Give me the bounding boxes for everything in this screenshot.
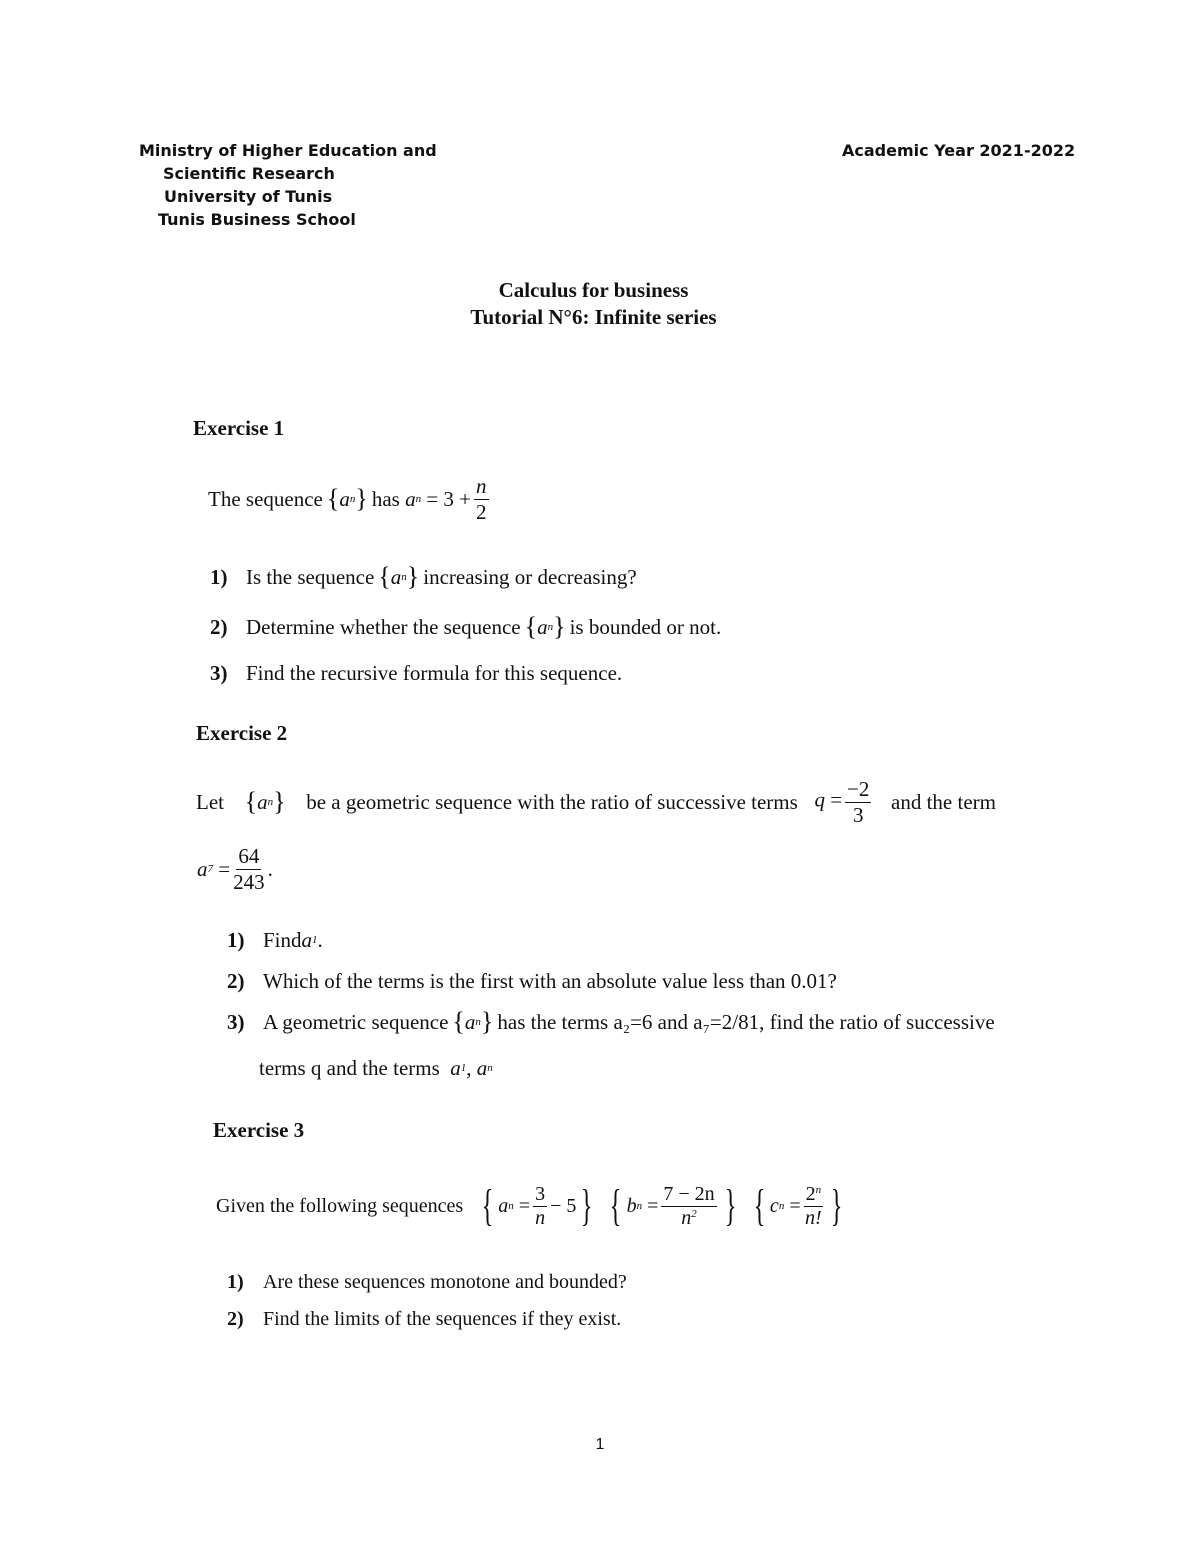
intro-prefix: The sequence bbox=[208, 486, 323, 511]
exercise-1-question-3: 3) Find the recursive formula for this sequence. bbox=[210, 660, 623, 685]
tutorial-title: Tutorial N°6: Infinite series bbox=[470, 305, 717, 329]
institution-line-3: University of Tunis bbox=[164, 187, 333, 206]
exercise-2-question-3-line-2: terms q and the terms a 1 , a n bbox=[259, 1055, 493, 1080]
exercise-2-question-3: 3) A geometric sequence { a n } has the terms a₂=6 and a₇=2/81, find the ratio of successive bbox=[227, 1007, 995, 1036]
exercise-3-question-2: 2) Find the limits of the sequences if they exist. bbox=[227, 1307, 622, 1330]
exercise-1-question-1: 1) Is the sequence { a n } increasing or decreasing? bbox=[210, 562, 637, 591]
sequence-a: { a n = $\frac{3}{n}$ − 5 } bbox=[481, 1181, 593, 1230]
page-number: 1 bbox=[595, 1436, 605, 1453]
exercise-3-heading: Exercise 3 bbox=[213, 1118, 305, 1142]
institution-line-1: Ministry of Higher Education and bbox=[139, 141, 437, 160]
academic-year: Academic Year 2021-2022 bbox=[842, 141, 1076, 160]
exercise-1-heading: Exercise 1 bbox=[193, 416, 285, 440]
course-title: Calculus for business bbox=[498, 278, 689, 302]
exercise-2-a7: a 7 = $\frac{64}{243}$ . bbox=[197, 844, 273, 894]
exercise-2-question-2: 2) Which of the terms is the first with an absolute value less than 0.01? bbox=[227, 968, 837, 993]
exercise-2-heading: Exercise 2 bbox=[196, 721, 288, 745]
exercise-1-intro: The sequence { a n } has a n = 3 + $\frac{n}{2}$ bbox=[208, 474, 487, 524]
exercise-3-intro: Given the following sequences { a n = $\frac{3}{n}$ − 5 } { b n = $\frac{7 - 2n}{n^2}$ } { c n = $\frac{2^n}{n!}$ } bbox=[216, 1176, 847, 1236]
sequence-c: { c n = $\frac{2^n}{n!}$ } bbox=[753, 1181, 843, 1230]
formula-var: a bbox=[405, 486, 416, 511]
sequence-b: { b n = $\frac{7 - 2n}{n^2}$ } bbox=[610, 1181, 737, 1230]
ratio-fraction: $\frac{-2}{3}$ bbox=[847, 777, 870, 827]
a7-fraction: $\frac{64}{243}$ bbox=[233, 844, 265, 894]
institution-line-4: Tunis Business School bbox=[158, 210, 356, 229]
formula-fraction: $\frac{n}{2}$ bbox=[476, 474, 487, 524]
exercise-2-intro: Let { a n } be a geometric sequence with the ratio of successive terms q = $\frac{-2}{3}$ and the term bbox=[196, 777, 996, 827]
formula-rhs: = 3 + bbox=[426, 486, 472, 511]
exercise-3-question-1: 1) Are these sequences monotone and bounded? bbox=[227, 1270, 627, 1293]
exercise-2-question-1: 1) Find a 1 . bbox=[227, 927, 323, 952]
institution-line-2: Scientific Research bbox=[163, 164, 335, 183]
sequence-set: { a n } bbox=[326, 484, 368, 513]
intro-has: has bbox=[371, 486, 400, 511]
exercise-1-question-2: 2) Determine whether the sequence { a n } is bounded or not. bbox=[210, 612, 722, 641]
